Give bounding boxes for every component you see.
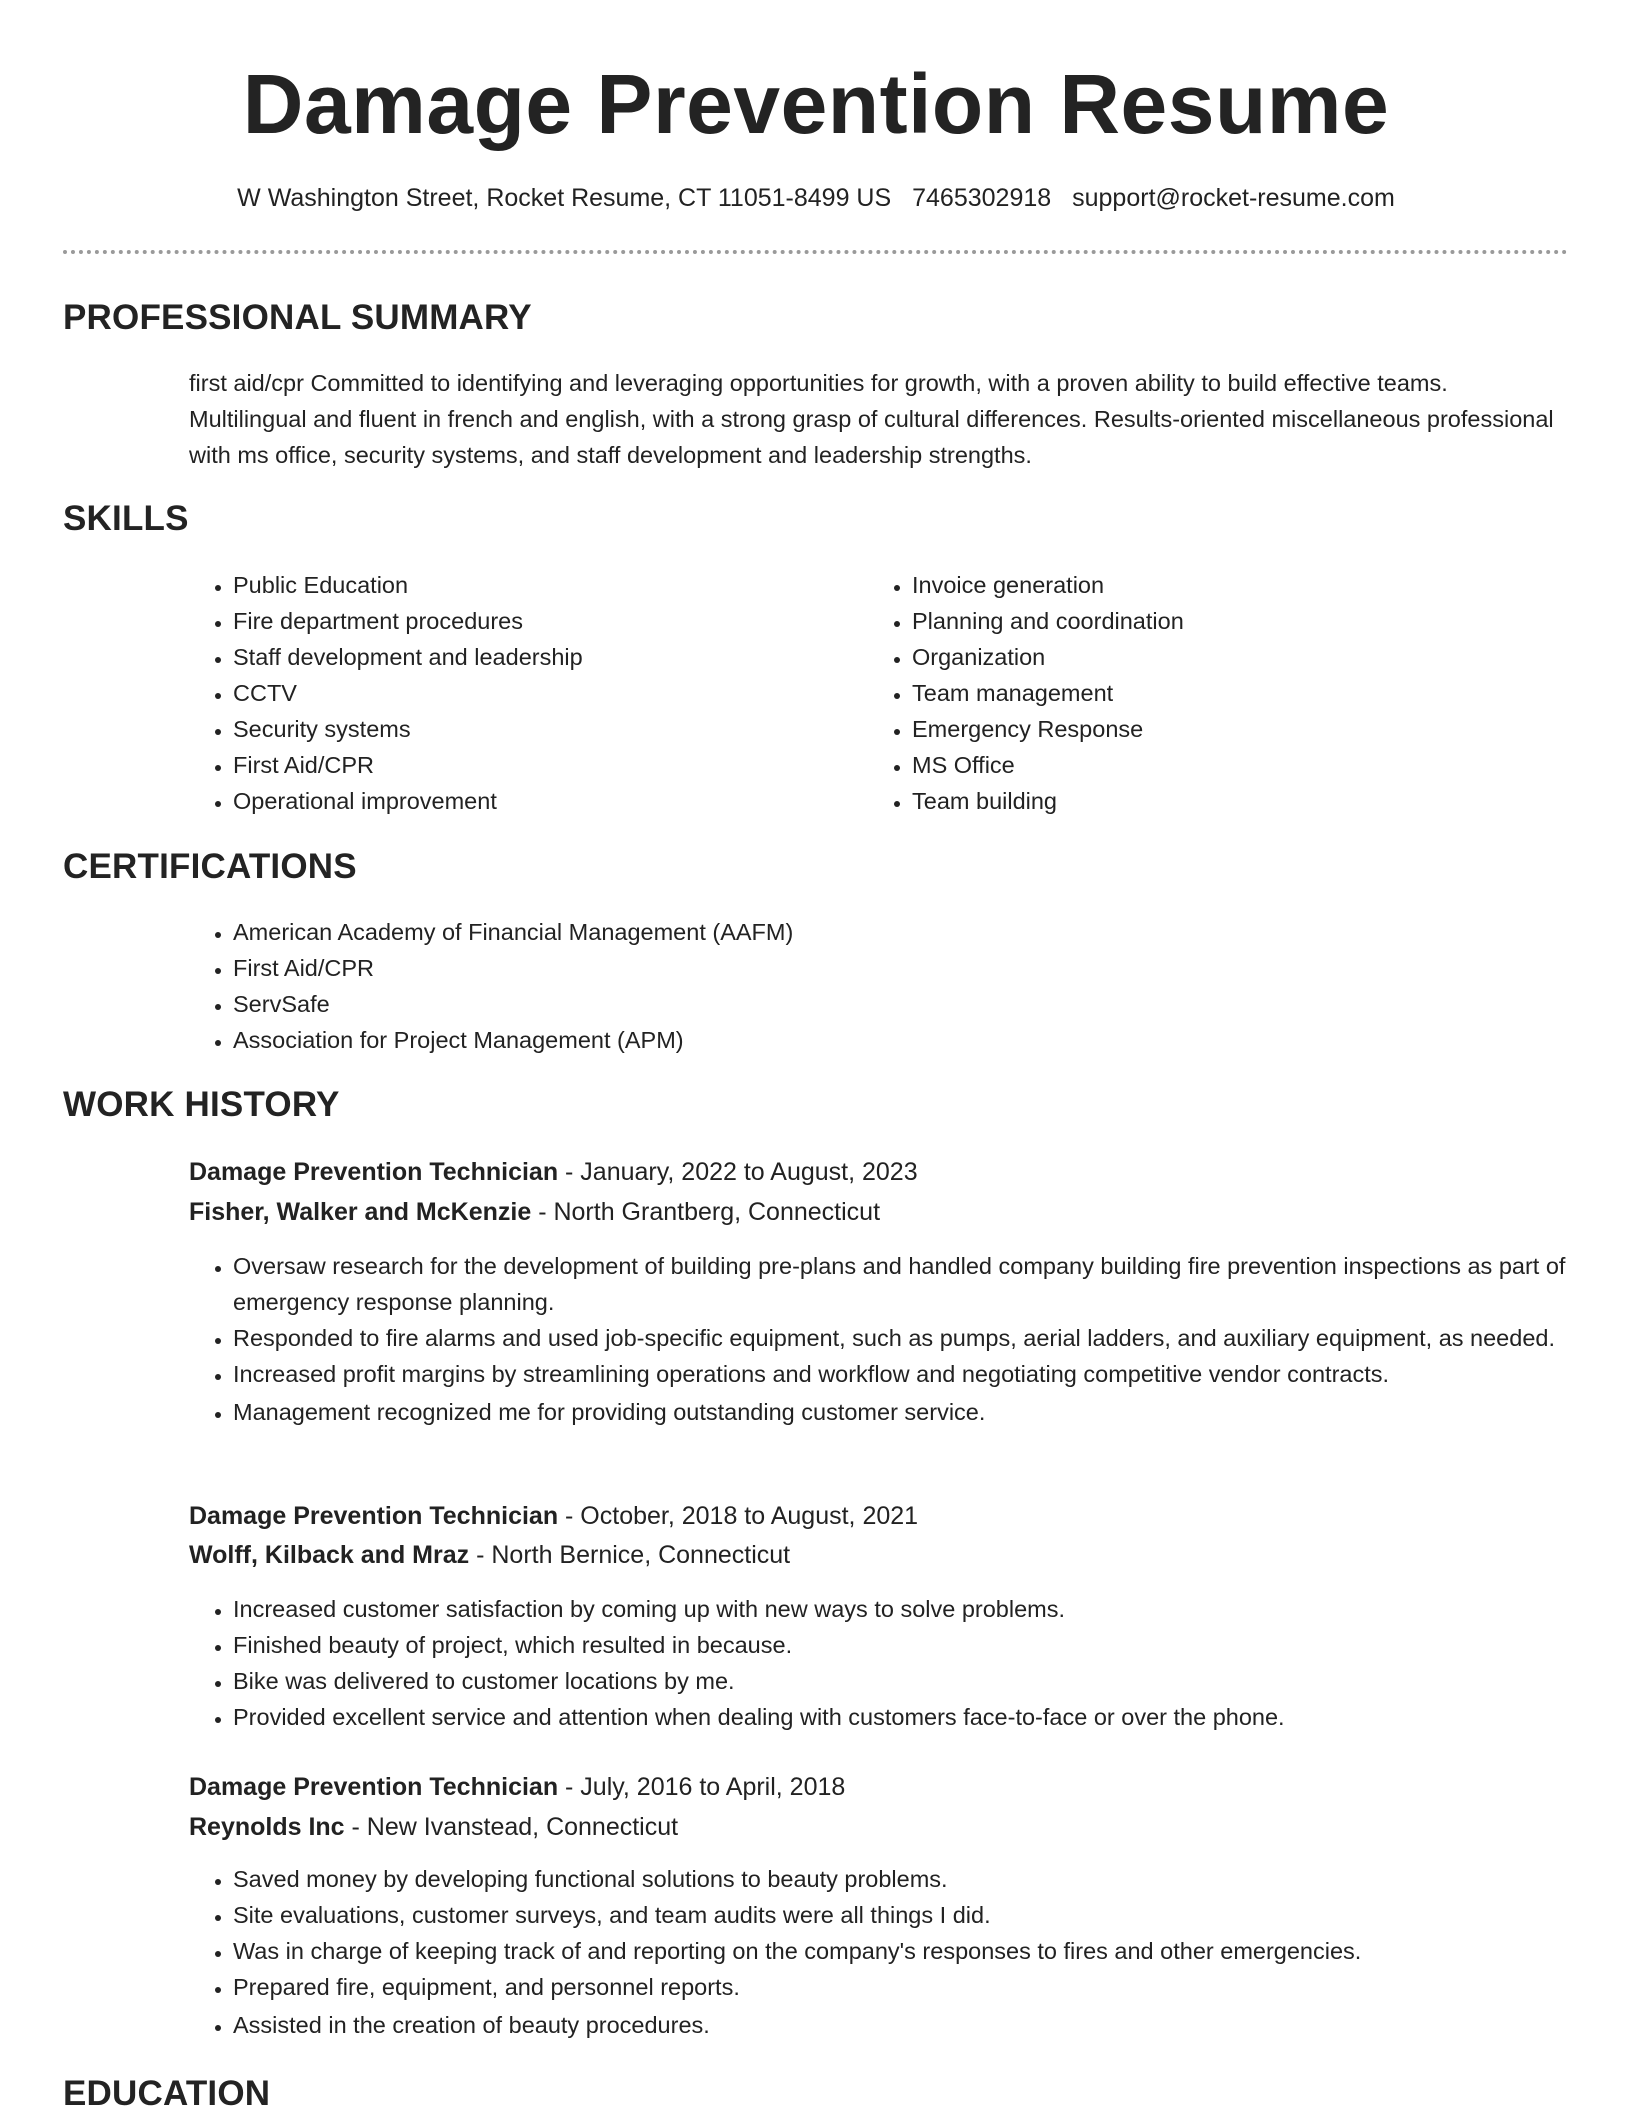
section-title-work-history: WORK HISTORY <box>63 1085 340 1124</box>
job-bullet: • Increased profit margins by streamlining operations and workflow and negotiating competitive vendor contracts. <box>233 1356 1613 1392</box>
job-bullet: • Prepared fire, equipment, and personnel reports. <box>233 1969 1613 2005</box>
certifications-list <box>189 914 1613 1058</box>
section-title-summary: PROFESSIONAL SUMMARY <box>63 298 532 337</box>
job-bullet: • Bike was delivered to customer locations by me. <box>233 1663 1613 1699</box>
skill-item: • Organization <box>912 639 1532 675</box>
job-title-line <box>189 1769 845 1805</box>
job-title-line <box>189 1498 918 1534</box>
resume-title: Damage Prevention Resume <box>242 57 1390 151</box>
certification-item: • First Aid/CPR <box>233 950 1613 986</box>
job-company-line <box>189 1537 790 1573</box>
contact-line <box>0 181 1632 215</box>
job-bullets <box>189 1861 1613 2043</box>
skill-item: • First Aid/CPR <box>233 747 853 783</box>
job-role: Damage Prevention Technician <box>189 1773 559 1801</box>
skill-item: • Team management <box>912 675 1532 711</box>
job-location: - North Grantberg, Connecticut <box>531 1198 881 1226</box>
job-bullets <box>189 1591 1613 1735</box>
job-dates: - July, 2016 to April, 2018 <box>558 1773 846 1801</box>
skill-item: • Public Education <box>233 567 853 603</box>
section-title-certifications: CERTIFICATIONS <box>63 847 357 886</box>
skill-item: • Operational improvement <box>233 783 853 819</box>
job-bullet: • Provided excellent service and attention when dealing with customers face-to-face or over the phone. <box>233 1699 1613 1735</box>
job-location: - New Ivanstead, Connecticut <box>344 1813 679 1841</box>
job-bullet: • Saved money by developing functional solutions to beauty problems. <box>233 1861 1613 1897</box>
job-dates: - October, 2018 to August, 2021 <box>558 1502 919 1530</box>
job-dates: - January, 2022 to August, 2023 <box>558 1158 918 1186</box>
job-bullet: • Oversaw research for the development of building pre-plans and handled company building fire prevention inspections as part of emergency response planning. <box>233 1248 1613 1320</box>
job-location: - North Bernice, Connecticut <box>469 1541 791 1569</box>
skill-item: • Fire department procedures <box>233 603 853 639</box>
job-title-line <box>189 1154 918 1190</box>
header-divider <box>63 250 1568 254</box>
job-company-line <box>189 1194 880 1230</box>
job-bullet: • Finished beauty of project, which resulted in because. <box>233 1627 1613 1663</box>
skill-item: • Security systems <box>233 711 853 747</box>
job-company-line <box>189 1809 678 1845</box>
contact-email: support@rocket-resume.com <box>1072 184 1395 212</box>
job-bullet: • Responded to fire alarms and used job-specific equipment, such as pumps, aerial ladders, and auxiliary equipment, as needed. <box>233 1320 1613 1356</box>
job-role: Damage Prevention Technician <box>189 1158 559 1186</box>
skill-item: • MS Office <box>912 747 1532 783</box>
job-bullet: • Management recognized me for providing outstanding customer service. <box>233 1394 1613 1430</box>
section-title-skills: SKILLS <box>63 499 189 538</box>
section-title-education: EDUCATION <box>63 2074 271 2113</box>
job-bullet: • Site evaluations, customer surveys, and team audits were all things I did. <box>233 1897 1613 1933</box>
skill-item: • Emergency Response <box>912 711 1532 747</box>
skills-list-left <box>189 567 853 819</box>
job-company: Wolff, Kilback and Mraz <box>189 1541 470 1569</box>
contact-address: W Washington Street, Rocket Resume, CT 11051-8499 US <box>237 184 892 212</box>
job-role: Damage Prevention Technician <box>189 1502 559 1530</box>
skills-list-right <box>868 567 1532 819</box>
job-company: Fisher, Walker and McKenzie <box>189 1198 532 1226</box>
skill-item: • Team building <box>912 783 1532 819</box>
job-company: Reynolds Inc <box>189 1813 345 1841</box>
summary-text: first aid/cpr Committed to identifying and leveraging opportunities for growth, with a proven ability to build effective teams. Multilingual and fluent in french and english, with a strong grasp of cultural differences. Results-oriented miscellaneous professional with ms office, security systems, and staff development and leadership strengths. <box>189 370 1554 468</box>
job-bullet: • Was in charge of keeping track of and reporting on the company's responses to fires and other emergencies. <box>233 1933 1613 1969</box>
certification-item: • American Academy of Financial Management (AAFM) <box>233 914 1613 950</box>
certification-item: • ServSafe <box>233 986 1613 1022</box>
skill-item: • Staff development and leadership <box>233 639 853 675</box>
job-bullet: • Assisted in the creation of beauty procedures. <box>233 2007 1613 2043</box>
job-bullet: • Increased customer satisfaction by coming up with new ways to solve problems. <box>233 1591 1613 1627</box>
skill-item: • Invoice generation <box>912 567 1532 603</box>
skill-item: • Planning and coordination <box>912 603 1532 639</box>
certification-item: • Association for Project Management (APM) <box>233 1022 1613 1058</box>
skill-item: • CCTV <box>233 675 853 711</box>
job-bullets <box>189 1248 1613 1430</box>
contact-phone: 7465302918 <box>912 184 1052 212</box>
